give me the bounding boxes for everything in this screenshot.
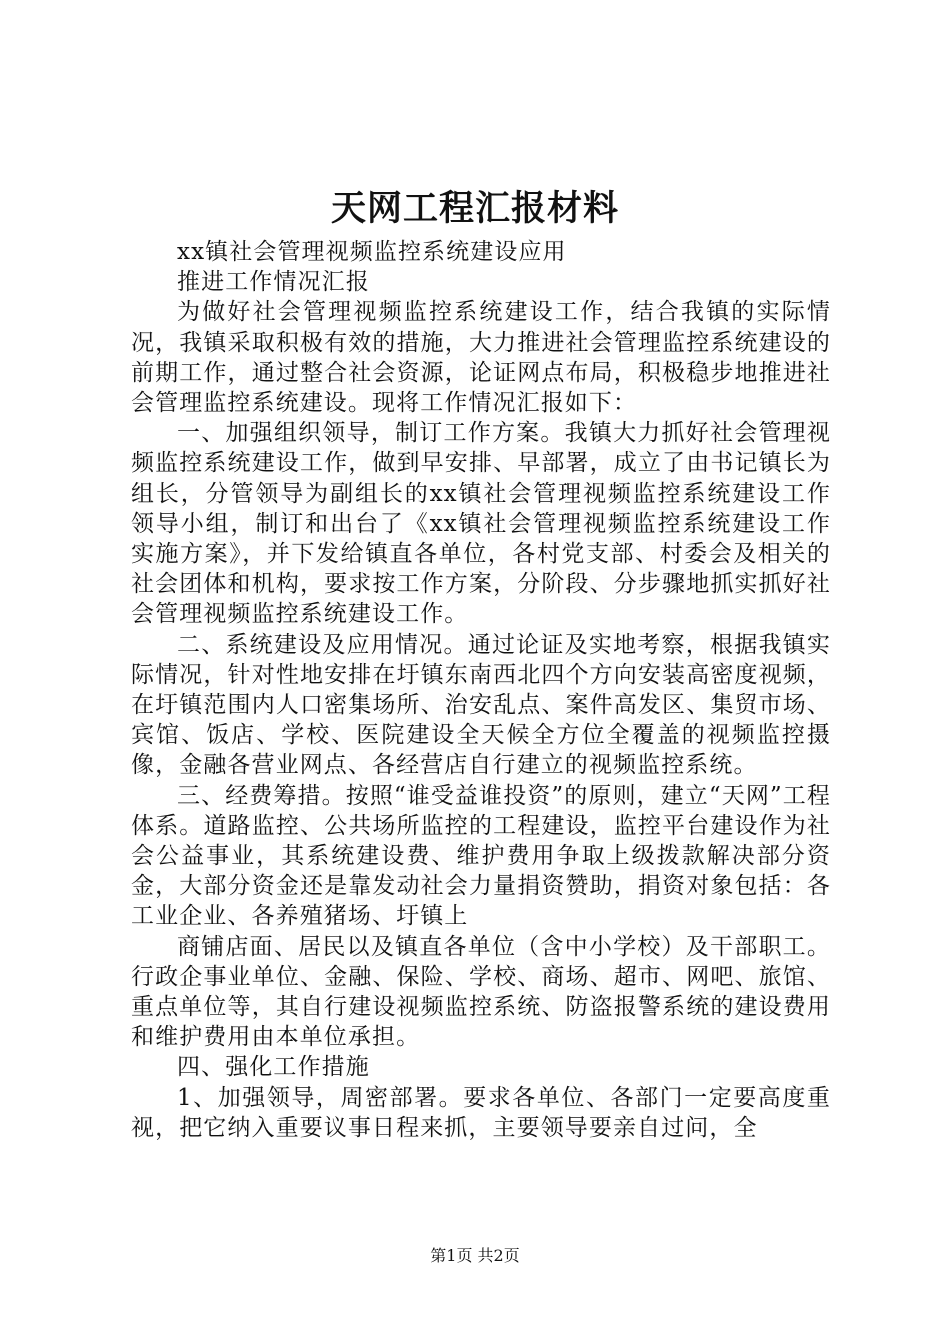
page-footer: 第1页 共2页 [430,1246,520,1265]
paragraph-section-3-cont: 商铺店面、居民以及镇直各单位（含中小学校）及干部职工。行政企事业单位、金融、保险、学校、商场、超市、网吧、旅馆、重点单位等，其自行建设视频监控系统、防盗报警系统的建设费用和维护费用由本单位承担。 [131,933,831,1051]
paragraph-section-4-heading: 四、强化工作措施 [177,1054,370,1081]
document-title: 天网工程汇报材料 [330,188,619,229]
paragraph-intro: 为做好社会管理视频监控系统建设工作，结合我镇的实际情况，我镇采取积极有效的措施，大力推进社会管理监控系统建设的前期工作，通过整合社会资源，论证网点布局，积极稳步地推进社会管理监控系统建设。现将工作情况汇报如下： [131,299,831,417]
paragraph-section-1: 一、加强组织领导，制订工作方案。我镇大力抓好社会管理视频监控系统建设工作，做到早安排、早部署，成立了由书记镇长为组长，分管领导为副组长的xx镇社会管理视频监控系统建设工作领导小组，制订和出台了《xx镇社会管理视频监控系统建设工作实施方案》，并下发给镇直各单位，各村党支部、村委会及相关的社会团体和机构，要求按工作方案，分阶段、分步骤地抓实抓好社会管理视频监控系统建设工作。 [131,420,831,628]
paragraph-section-4-item-1: 1、加强领导，周密部署。要求各单位、各部门一定要高度重视，把它纳入重要议事日程来抓，主要领导要亲自过问，全 [131,1084,831,1141]
paragraph-section-3: 三、经费筹措。按照“谁受益谁投资”的原则，建立“天网”工程体系。道路监控、公共场所监控的工程建设，监控平台建设作为社会公益事业，其系统建设费、维护费用争取上级拨款解决部分资金，大部分资金还是靠发动社会力量捐资赞助，捐资对象包括：各工业企业、各养殖猪场、圩镇上 [131,782,831,930]
subtitle-line-1: xx镇社会管理视频监控系统建设应用 [177,239,567,265]
paragraph-section-2: 二、系统建设及应用情况。通过论证及实地考察，根据我镇实际情况，针对性地安排在圩镇东南西北四个方向安装高密度视频，在圩镇范围内人口密集场所、治安乱点、案件高发区、集贸市场、宾馆、饭店、学校、医院建设全天候全方位全覆盖的视频监控摄像，金融各营业网点、各经营店自行建立的视频监控系统。 [131,631,831,779]
subtitle-line-2: 推进工作情况汇报 [177,269,370,296]
document-body [131,237,831,1143]
